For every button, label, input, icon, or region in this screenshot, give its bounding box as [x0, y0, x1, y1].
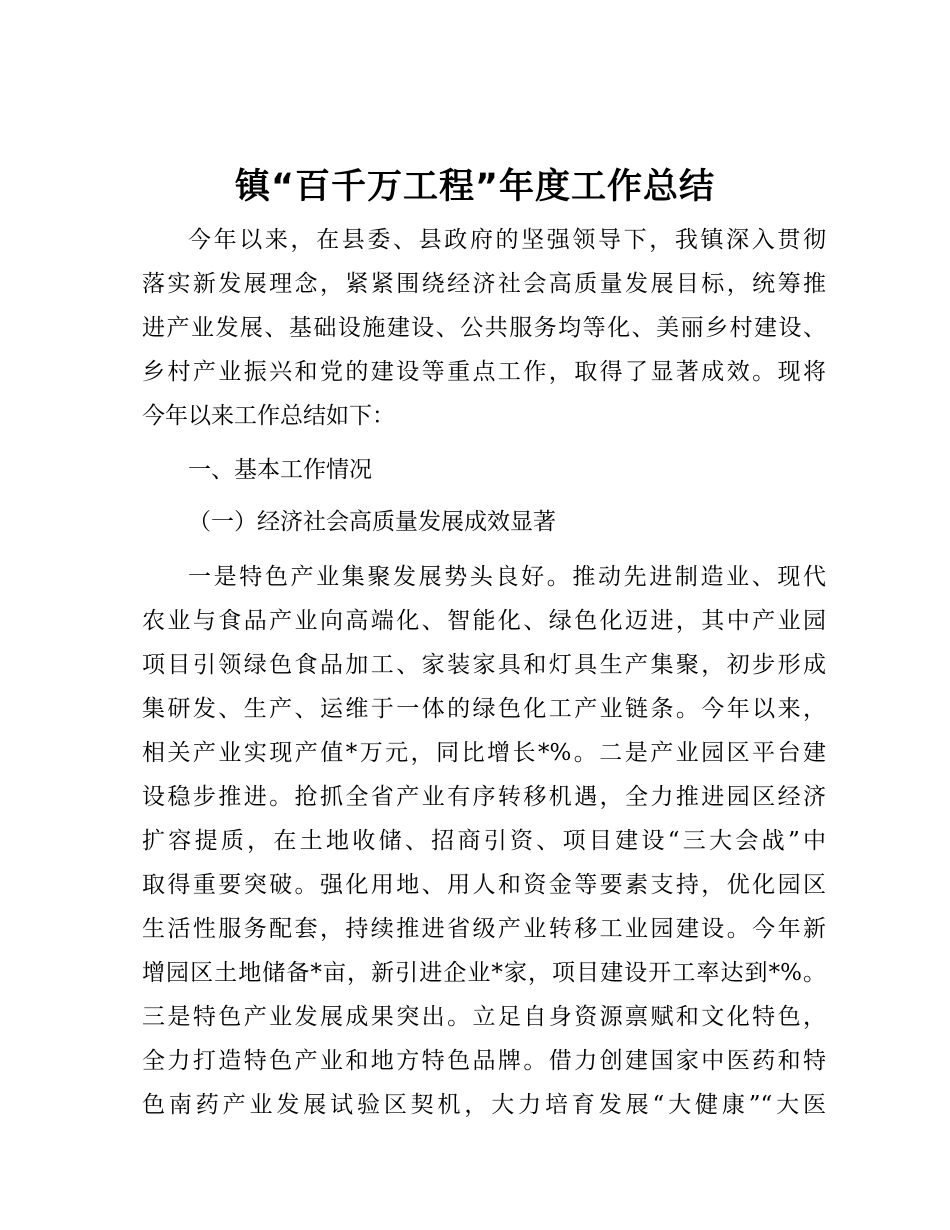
- paragraph-line: 集研发、生产、运维于一体的绿色化工产业链条。今年以来，: [142, 696, 826, 722]
- paragraph-line: 全力打造特色产业和地方特色品牌。借力创建国家中医药和特: [142, 1048, 826, 1074]
- section-heading-level1: 一、基本工作情况: [188, 457, 372, 483]
- document-title: 镇“百千万工程”年度工作总结: [234, 167, 715, 207]
- paragraph-line: 落实新发展理念，紧紧围绕经济社会高质量发展目标，统筹推: [142, 271, 826, 297]
- paragraph-line: 相关产业实现产值*万元，同比增长*%。二是产业园区平台建: [142, 740, 826, 766]
- paragraph-line: 三是特色产业发展成果突出。立足自身资源禀赋和文化特色，: [142, 1004, 826, 1030]
- document-body: [142, 218, 826, 1127]
- paragraph-line: 取得重要突破。强化用地、用人和资金等要素支持，优化园区: [142, 872, 826, 898]
- body-paragraph: [142, 555, 826, 1127]
- paragraph-line: 扩容提质，在土地收储、招商引资、项目建设“三大会战”中: [142, 828, 826, 854]
- paragraph-line: 色南药产业发展试验区契机，大力培育发展“大健康”“大医: [142, 1092, 826, 1118]
- intro-paragraph: [142, 218, 826, 438]
- paragraph-line: 农业与食品产业向高端化、智能化、绿色化迈进，其中产业园: [142, 608, 826, 634]
- paragraph-line: 进产业发展、基础设施建设、公共服务均等化、美丽乡村建设、: [142, 315, 826, 341]
- section-heading-level2: （一）经济社会高质量发展成效显著: [188, 509, 556, 535]
- paragraph-line: 项目引领绿色食品加工、家装家具和灯具生产集聚，初步形成: [142, 652, 826, 678]
- paragraph-line: 增园区土地储备*亩，新引进企业*家，项目建设开工率达到*%。: [142, 960, 826, 986]
- paragraph-line: 乡村产业振兴和党的建设等重点工作，取得了显著成效。现将: [142, 359, 826, 385]
- paragraph-line: 今年以来，在县委、县政府的坚强领导下，我镇深入贯彻: [188, 227, 826, 253]
- paragraph-line: 设稳步推进。抢抓全省产业有序转移机遇，全力推进园区经济: [142, 784, 826, 810]
- paragraph-line: 一是特色产业集聚发展势头良好。推动先进制造业、现代: [188, 564, 826, 590]
- paragraph-line: 生活性服务配套，持续推进省级产业转移工业园建设。今年新: [142, 916, 826, 942]
- paragraph-line: 今年以来工作总结如下：: [142, 403, 395, 429]
